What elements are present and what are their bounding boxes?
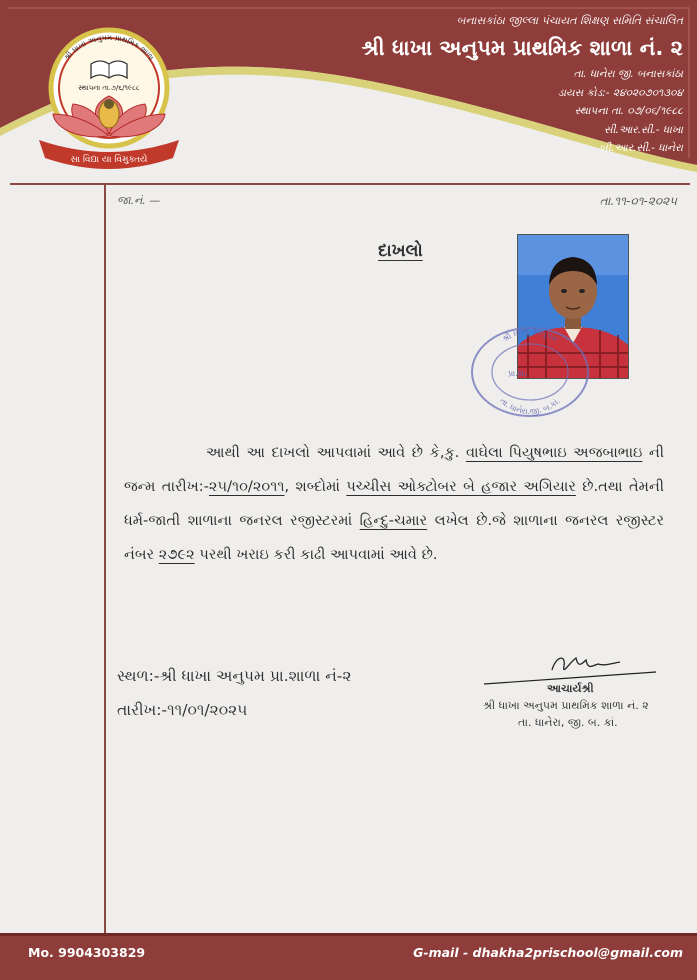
caste: હિન્દુ-ચમાર — [359, 512, 428, 529]
date-label: તારીખ:-૧૧/૦૧/૨૦૨૫ — [117, 701, 248, 719]
school-name: શ્રી ધાખા અનુપમ પ્રાથમિક શાળા નં. ૨ — [361, 36, 683, 60]
body-text-6: પરથી ખરાઇ કરી કાઢી આપવામાં આવે છે. — [194, 546, 438, 563]
signatory-role: આચાર્યશ્રી — [547, 682, 594, 695]
round-stamp-icon — [468, 322, 593, 417]
footer-mobile: Mo. 9904303829 — [28, 945, 146, 960]
body-text-3: , શબ્દોમાં — [284, 478, 347, 495]
issue-date: તા.૧૧-૦૧-૨૦૨૫ — [599, 194, 677, 208]
certificate-title: દાખલો — [378, 241, 423, 261]
signatory-address: તા. ધાનેરા, જી. બ. કાં. — [518, 716, 618, 729]
date-of-birth-words: પચ્ચીસ ઓક્ટોબર બે હજાર અગિયાર — [346, 478, 576, 495]
header-subtitle: બનાસકાંઠા જીલ્લા પંચાયત શિક્ષણ સમિતિ સંચાલિત — [456, 14, 683, 27]
signatory-school: શ્રી ધાખા અનુપમ પ્રાથમિક શાળા નં. ૨ — [483, 699, 649, 712]
body-text-4: છે.તથા તેમની ધર્મ-જાતી શાળાના જનરલ રજીસ્ટરમાં — [124, 478, 664, 529]
logo-motto: સા વિદ્યા યા વિમુક્તયે — [70, 155, 148, 165]
header-dise-code: ડાયસ કોડ:- ૨૪૦૨૦૭૦૧૩૦૪ — [557, 87, 683, 99]
body-text-5: લખેલ છે.જે શાળાના જનરલ રજીસ્ટર નંબર — [124, 512, 664, 563]
body-text-1: આથી આ દાખલો આપવામાં આવે છે કે,કુ. — [206, 444, 466, 461]
header-crc: સી.આર.સી.- ધાખા — [603, 124, 683, 136]
footer — [0, 933, 697, 980]
svg-text:શ્રી ધાખા અનુપમ — [501, 327, 560, 344]
body-text-2: ની જન્મ તારીખ:- — [124, 444, 665, 495]
logo-ring-text: શ્રી ધાખા અનુપમ પ્રાથમિક શાળા — [62, 32, 156, 62]
footer-email: G-mail - dhakha2prischool@gmail.com — [413, 945, 683, 960]
stamp-mid-text: પ્રા.શા. — [508, 369, 529, 378]
header-divider — [10, 183, 690, 185]
left-margin-line — [104, 185, 106, 933]
lotus-saraswati-emblem-icon — [33, 22, 185, 174]
register-number: ૨૭૯૨ — [158, 546, 195, 563]
stamp-bottom-text: તા. ધાનેરા.જી. બ.કાં. — [498, 396, 562, 417]
date-of-birth: ૨૫/૧૦/૨૦૧૧ — [208, 478, 285, 495]
school-logo — [33, 22, 185, 174]
header-established: સ્થાપના તા. ૦૭/૦૬/૧૯૮૮ — [574, 105, 683, 117]
logo-established: સ્થાપના તા.૭/૬/૧૯૮૮ — [78, 84, 140, 92]
student-name: વાઘેલા પિયુષભાઇ અજબાભાઇ — [465, 444, 643, 461]
certificate-body — [124, 436, 664, 572]
stamp-top-text: શ્રી ધાખા અનુપમ — [500, 326, 560, 344]
school-stamp — [468, 322, 593, 417]
reference-number: જા.નં. — — [117, 194, 161, 207]
header-address: તા. ધાનેરા જી. બનાસકાંઠા — [573, 68, 683, 80]
letterhead — [0, 0, 697, 185]
place-label: સ્થળ:-શ્રી ધાખા અનુપમ પ્રા.શાળા નં-૨ — [117, 667, 352, 685]
header-brc: બી.આર.સી.- ધાનેરા — [599, 142, 683, 154]
